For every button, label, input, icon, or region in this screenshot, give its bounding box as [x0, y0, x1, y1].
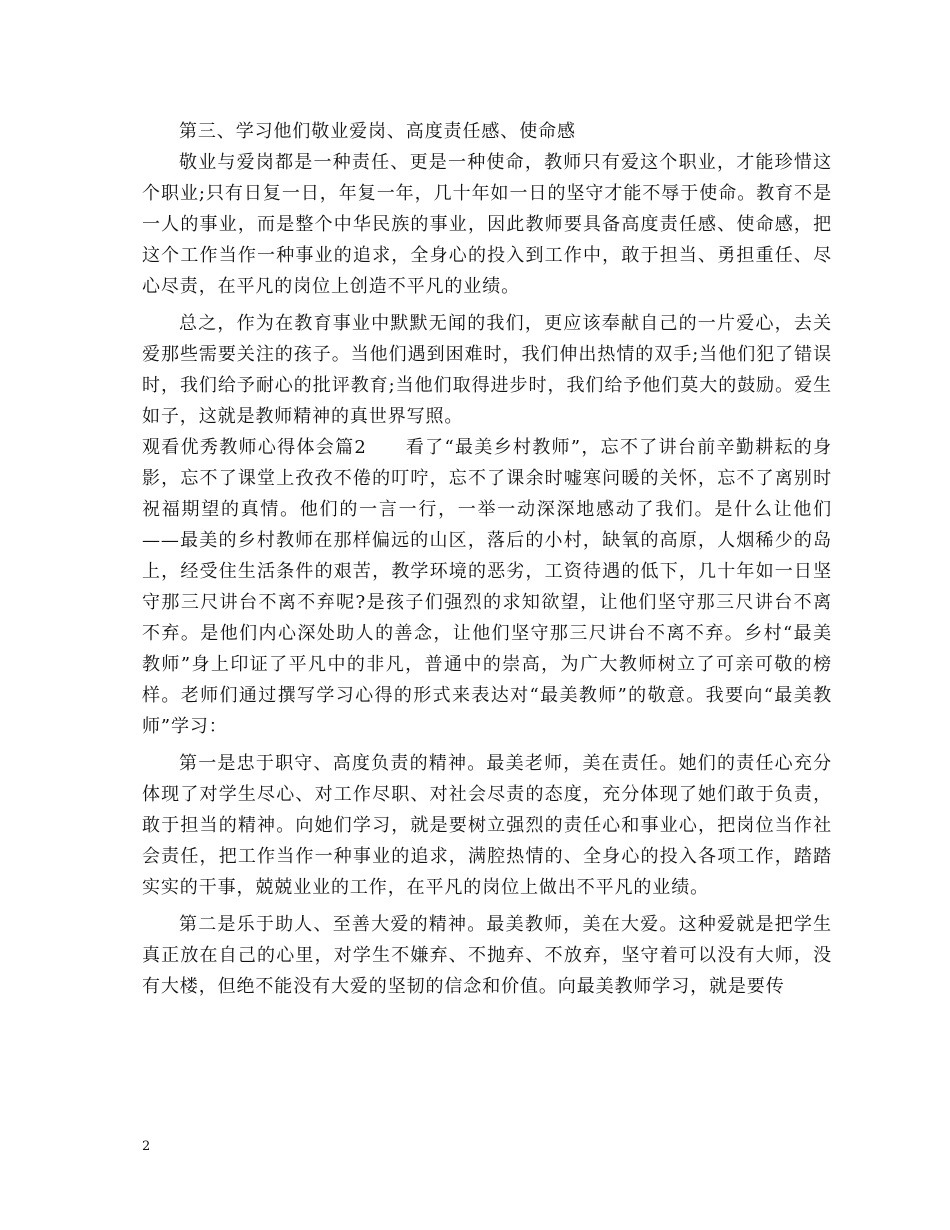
paragraph: 观看优秀教师心得体会篇2 看了“最美乡村教师”，忘不了讲台前辛勤耕耘的身影，忘不了课堂上孜孜不倦的叮咛，忘不了课余时嘘寒问暖的关怀，忘不了离别时祝福期望的真情。他们的一言一行，一举一动深深地感动了我们。是什么让他们——最美的乡村教师在那样偏远的山区，落后的小村，缺氧的高原，人烟稀少的岛上，经受住生活条件的艰苦，教学环境的恶劣，工资待遇的低下，几十年如一日坚守那三尺讲台不离不弃呢?是孩子们强烈的求知欲望，让他们坚守那三尺讲台不离不弃。是他们内心深处助人的善念，让他们坚守那三尺讲台不离不弃。乡村“最美教师”身上印证了平凡中的非凡，普通中的崇高，为广大教师树立了可亲可敬的榜样。老师们通过撰写学习心得的形式来表达对“最美教师”的敬意。我要向“最美教师”学习：	[142, 437, 832, 737]
document-body	[142, 116, 832, 1002]
page-number: 2	[142, 1139, 151, 1154]
section-heading: 第三、学习他们敬业爱岗、高度责任感、使命感	[179, 121, 576, 142]
paragraph: 总之，作为在教育事业中默默无闻的我们，更应该奉献自己的一片爱心，去关爱那些需要关注的孩子。当他们遇到困难时，我们伸出热情的双手;当他们犯了错误时，我们给予耐心的批评教育;当他们取得进步时，我们给予他们莫大的鼓励。爱生如子，这就是教师精神的真世界写照。	[142, 313, 832, 427]
paragraph: 敬业与爱岗都是一种责任、更是一种使命，教师只有爱这个职业，才能珍惜这个职业;只有日复一日，年复一年，几十年如一日的坚守才能不辱于使命。教育不是一人的事业，而是整个中华民族的事业，因此教师要具备高度责任感、使命感，把这个工作当作一种事业的追求，全身心的投入到工作中，敢于担当、勇担重任、尽心尽责，在平凡的岗位上创造不平凡的业绩。	[142, 152, 832, 297]
paragraph: 第一是忠于职守、高度负责的精神。最美老师，美在责任。她们的责任心充分体现了对学生尽心、对工作尽职、对社会尽责的态度，充分体现了她们敢于负责，敢于担当的精神。向她们学习，就是要树立强烈的责任心和事业心，把岗位当作社会责任，把工作当作一种事业的追求，满腔热情的、全身心的投入各项工作，踏踏实实的干事，兢兢业业的工作，在平凡的岗位上做出不平凡的业绩。	[142, 753, 832, 898]
paragraph: 第二是乐于助人、至善大爱的精神。最美教师，美在大爱。这种爱就是把学生真正放在自己的心里，对学生不嫌弃、不抛弃、不放弃，坚守着可以没有大师，没有大楼，但绝不能没有大爱的坚韧的信念和价值。向最美教师学习，就是要传	[142, 914, 832, 997]
